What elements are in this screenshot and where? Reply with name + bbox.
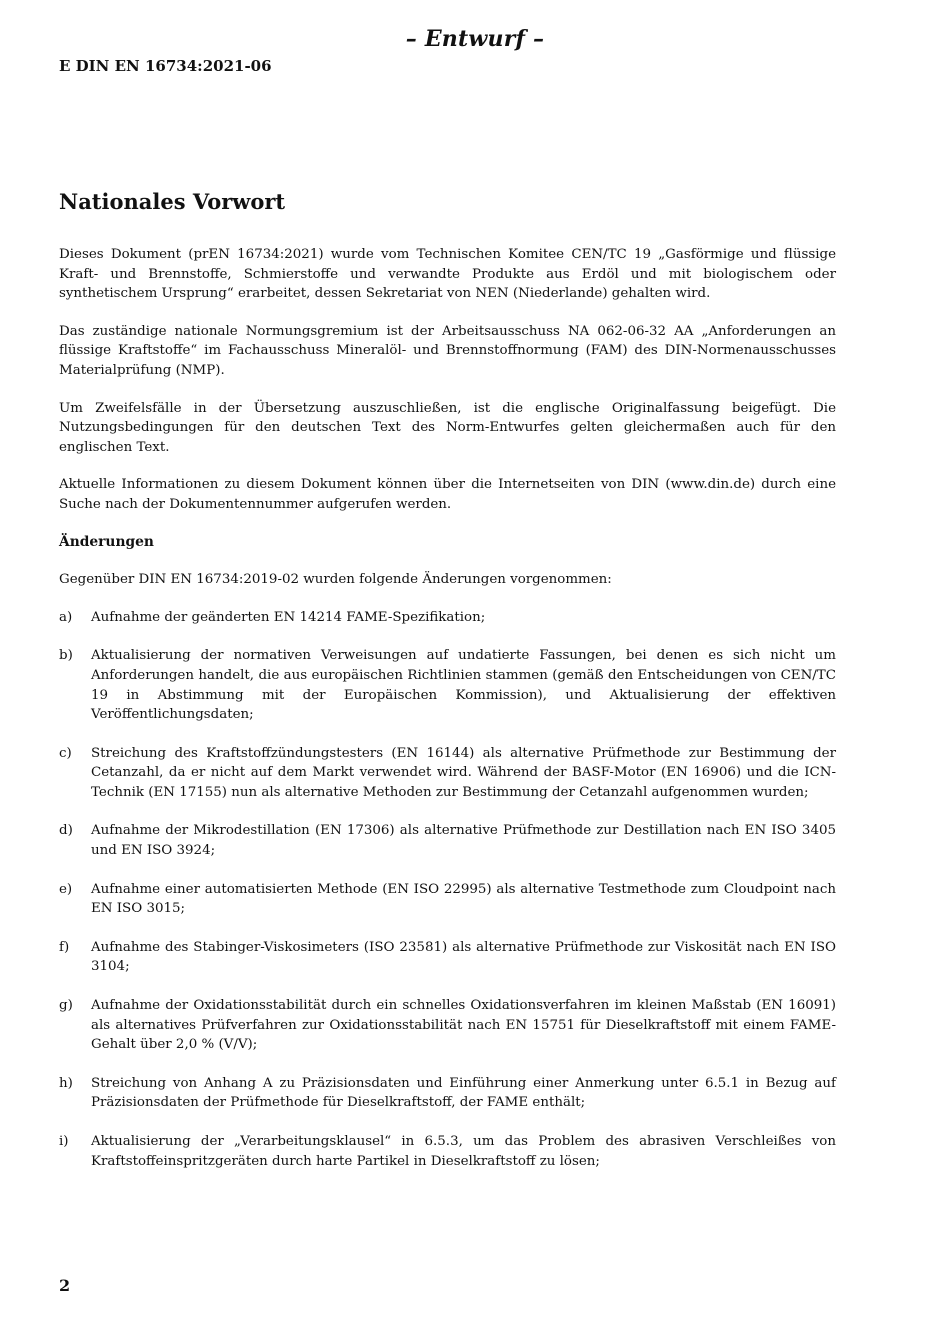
list-marker: a)	[59, 609, 73, 625]
list-item-text: Aufnahme der Mikrodestillation (EN 17306) als alternative Prüfmethode zur Destillation nach EN ISO 3405 und EN ISO 3924;	[91, 823, 836, 859]
list-item	[59, 608, 836, 628]
list-marker: b)	[59, 648, 73, 664]
list-marker: e)	[59, 881, 73, 897]
foreword-paragraph: Aktuelle Informationen zu diesem Dokument können über die Internetseiten von DIN (www.din.de) durch eine Suche nach der Dokumentennummer aufgerufen werden.	[59, 477, 836, 512]
list-marker: c)	[59, 745, 72, 761]
list-marker: g)	[59, 998, 73, 1014]
list-item	[59, 938, 836, 977]
list-item-text: Aufnahme des Stabinger-Viskosimeters (ISO 23581) als alternative Prüfmethode zur Viskosität nach EN ISO 3104;	[91, 939, 836, 975]
list-item-text: Aktualisierung der „Verarbeitungsklausel“ in 6.5.3, um das Problem des abrasiven Verschleißes von Kraftstoffeinspritzgeräten durch harte Partikel in Dieselkraftstoff zu lösen;	[91, 1134, 836, 1169]
list-item-text: Aufnahme der geänderten EN 14214 FAME-Spezifikation;	[91, 609, 486, 625]
list-item-text: Streichung von Anhang A zu Präzisionsdaten und Einführung einer Anmerkung unter 6.5.1 in Bezug auf Präzisionsdaten der Prüfmethode für Dieselkraftstoff, der FAME enthält;	[91, 1075, 836, 1111]
list-item	[59, 880, 836, 919]
list-marker: h)	[59, 1075, 73, 1091]
list-marker: i)	[59, 1134, 69, 1149]
changes-list	[59, 608, 836, 1171]
list-marker: d)	[59, 823, 73, 839]
page-number: 2	[59, 1276, 71, 1295]
changes-heading: Änderungen	[59, 533, 154, 550]
document-number: E DIN EN 16734:2021-06	[59, 57, 272, 75]
list-item	[59, 1132, 836, 1171]
page-body	[59, 188, 836, 1190]
list-item	[59, 744, 836, 803]
list-item-text: Streichung des Kraftstoffzündungstesters (EN 16144) als alternative Prüfmethode zur Bestimmung der Cetanzahl, da er nicht auf dem Markt verwendet wird. Während der BASF-Motor (EN 16906) und die ICN-Technik (EN 17155) nun als alternative Methoden zur Bestimmung der Cetanzahl aufgenommen wurden;	[91, 745, 836, 800]
foreword-paragraph: Dieses Dokument (prEN 16734:2021) wurde vom Technischen Komitee CEN/TC 19 „Gasförmige und flüssige Kraft- und Brennstoffe, Schmierstoffe und verwandte Produkte aus Erdöl und mit biologischem oder synthetischem Ursprung“ erarbeitet, dessen Sekretariat von NEN (Niederlande) gehalten wird.	[59, 247, 836, 302]
draft-watermark-label: – Entwurf –	[405, 26, 545, 52]
foreword-paragraph: Um Zweifelsfälle in der Übersetzung auszuschließen, ist die englische Originalfassung beigefügt. Die Nutzungsbedingungen für den deutschen Text des Norm-Entwurfes gelten gleichermaßen auch für den englischen Text.	[59, 400, 836, 455]
list-item	[59, 1074, 836, 1113]
list-item	[59, 821, 836, 860]
section-title: Nationales Vorwort	[59, 189, 286, 214]
list-item-text: Aktualisierung der normativen Verweisungen auf undatierte Fassungen, bei denen es sich nicht um Anforderungen handelt, die aus europäischen Richtlinien stammen (gemäß den Entscheidungen von CEN/TC 19 in Abstimmung mit der Europäischen Kommission), und Aktualisierung der effektiven Veröffentlichungsdaten;	[91, 648, 836, 723]
list-item	[59, 646, 836, 724]
changes-intro: Gegenüber DIN EN 16734:2019-02 wurden folgende Änderungen vorgenommen:	[59, 572, 612, 588]
list-item-text: Aufnahme einer automatisierten Methode (EN ISO 22995) als alternative Testmethode zum Cloudpoint nach EN ISO 3015;	[91, 881, 836, 917]
foreword-paragraph: Das zuständige nationale Normungsgremium ist der Arbeitsausschuss NA 062-06-32 AA „Anforderungen an flüssige Kraftstoffe“ im Fachausschuss Mineralöl- und Brennstoffnormung (FAM) des DIN-Normenausschusses Materialprüfung (NMP).	[59, 323, 836, 378]
list-marker: f)	[59, 939, 70, 955]
list-item-text: Aufnahme der Oxidationsstabilität durch ein schnelles Oxidationsverfahren im kleinen Maßstab (EN 16091) als alternatives Prüfverfahren zur Oxidationsstabilität nach EN 15751 für Dieselkraftstoff mit einem FAME-Gehalt über 2,0 % (V/V);	[91, 998, 836, 1053]
list-item	[59, 996, 836, 1055]
